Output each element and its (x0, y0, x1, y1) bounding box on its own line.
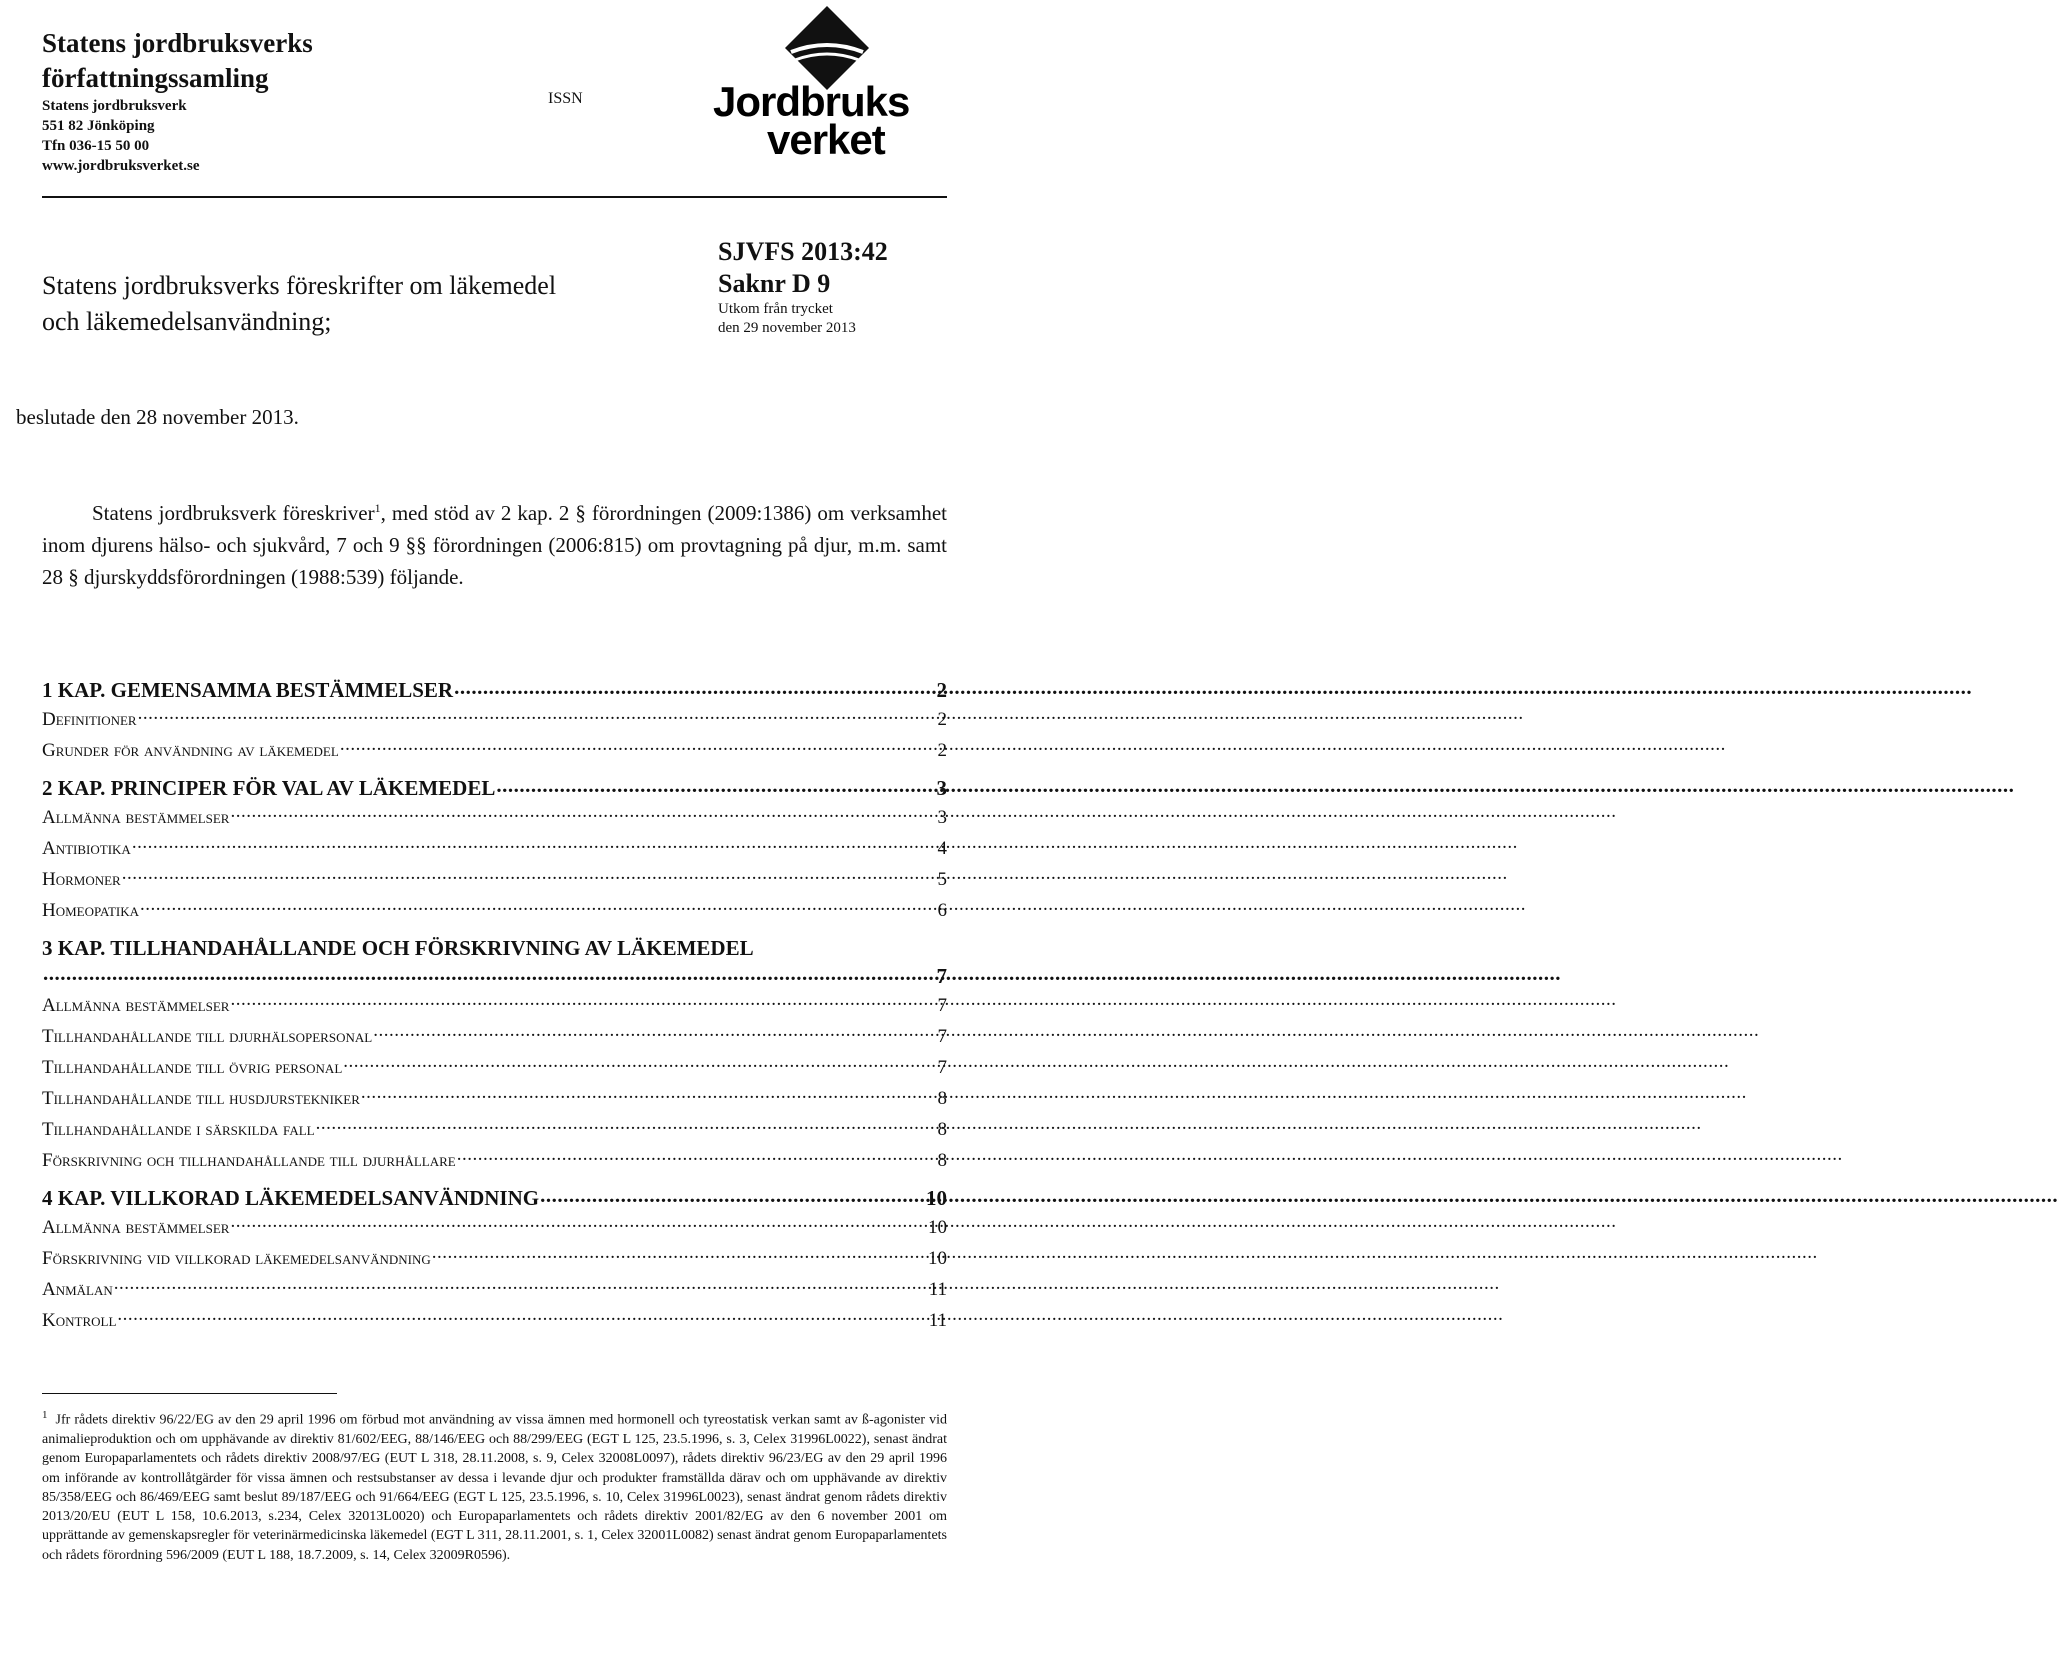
toc-page: 10 (928, 1248, 947, 1269)
toc-page: 10 (926, 1186, 947, 1210)
regulation-meta (718, 236, 948, 338)
intro-paragraph (42, 492, 947, 593)
toc-leader (343, 1054, 936, 1073)
toc-leader (540, 1184, 925, 1205)
sjvfs-code: SJVFS 2013:42 (718, 237, 888, 266)
toc-page: 7 (937, 1057, 947, 1078)
toc-leader (457, 1147, 937, 1166)
toc-leader (117, 1307, 927, 1326)
toc-leader (114, 1276, 928, 1295)
toc-leader (316, 1116, 937, 1135)
footnote-reference[interactable]: 1 (374, 501, 381, 515)
toc-page: 5 (937, 869, 947, 890)
toc-leader (361, 1085, 937, 1104)
collection-title-line1: Statens jordbruksverks (42, 28, 313, 58)
publisher-address: 551 82 Jönköping (42, 118, 155, 134)
decided-date: beslutade den 28 november 2013. (16, 405, 299, 429)
toc-label: Tillhandahållande till husdjurstekniker (42, 1088, 360, 1109)
toc-leader (230, 1214, 927, 1233)
table-of-contents (42, 668, 947, 1336)
logo-text-line1: Jordbruks (713, 78, 910, 125)
toc-leader (230, 804, 936, 823)
toc-section[interactable] (42, 895, 947, 926)
regulation-title (42, 268, 682, 340)
toc-label: Allmänna bestämmelser (42, 995, 230, 1016)
publisher-block (42, 26, 462, 176)
toc-page: 11 (928, 1310, 947, 1331)
intro-text-start: Statens jordbruksverk föreskriver (92, 501, 375, 525)
toc-page: 6 (937, 900, 947, 921)
toc-leader (132, 835, 937, 854)
toc-section[interactable] (42, 1305, 947, 1336)
toc-page: 10 (928, 1217, 947, 1238)
publisher-phone: Tfn 036-15 50 00 (42, 138, 150, 154)
toc-label: Allmänna bestämmelser (42, 807, 230, 828)
toc-label: Hormoner (42, 869, 121, 890)
toc-page: 4 (937, 838, 947, 859)
toc-leader (138, 706, 937, 725)
toc-label: Grunder för användning av läkemedel (42, 740, 339, 761)
toc-leader (43, 962, 936, 983)
toc-label: Definitioner (42, 709, 137, 730)
toc-page: 11 (928, 1279, 947, 1300)
toc-leader (454, 676, 935, 697)
footnote (42, 1406, 947, 1565)
toc-label: Kontroll (42, 1310, 117, 1331)
toc-label: Tillhandahållande till djurhälsopersonal (42, 1026, 373, 1047)
published-label: Utkom från trycket (718, 301, 833, 317)
toc-label: 1 KAP. GEMENSAMMA BESTÄMMELSER (42, 678, 454, 702)
saknr: Saknr D 9 (718, 269, 831, 298)
toc-page: 7 (937, 995, 947, 1016)
toc-section[interactable] (42, 1145, 947, 1176)
toc-leader (496, 774, 935, 795)
toc-leader (122, 866, 937, 885)
toc-label: 4 KAP. VILLKORAD LÄKEMEDELSANVÄNDNING (42, 1186, 540, 1210)
toc-label: Förskrivning vid villkorad läkemedelsanvändning (42, 1248, 431, 1269)
toc-label: Tillhandahållande till övrig personal (42, 1057, 343, 1078)
toc-chapter-3[interactable] (42, 934, 947, 990)
toc-label: Förskrivning och tillhandahållande till djurhållare (42, 1150, 456, 1171)
footnote-rule (42, 1393, 337, 1394)
logo-diamond-icon (713, 2, 947, 163)
footnote-number: 1 (42, 1409, 48, 1421)
toc-section[interactable] (42, 735, 947, 766)
toc-label: Anmälan (42, 1279, 113, 1300)
toc-leader (373, 1023, 936, 1042)
published-date: den 29 november 2013 (718, 320, 856, 336)
logo-text-line2: verket (767, 116, 885, 163)
jordbruksverket-logo (713, 2, 947, 163)
footnote-text: Jfr rådets direktiv 96/22/EG av den 29 april 1996 om förbud mot användning av vissa ämnen med hormonell och tyreostatisk verkan samt av ß-agonister vid animalieproduktion och om upphävande av direktiv 81/602/EEG, 88/146/EEG och 88/299/EEG (EGT L 125, 23.5.1996, s. 3, Celex 31996L0022), senast ändrat genom Europaparlamentets och rådets direktiv 2008/97/EG (EUT L 318, 28.11.2008, s. 9, Celex 32008L0097), rådets direktiv 96/23/EG av den 29 april 1996 om införande av kontrollåtgärder för vissa ämnen och restsubstanser av dessa i levande djur och produkter framställda därav och om upphävande av direktiv 85/358/EEG och 86/469/EEG samt beslut 89/187/EEG och 91/664/EEG (EGT L 125, 23.5.1996, s. 10, Celex 31996L0023), senast ändrat genom rådets direktiv 2013/20/EU (EUT L 158, 10.6.2013, s.234, Celex 32013L0020) och Europaparlamentets och rådets direktiv 2001/82/EG av den 6 november 2001 om upprättande av gemenskapsregler för veterinärmedicinska läkemedel (EGT L 311, 28.11.2001, s. 1, Celex 32001L0082) senast ändrat genom Europaparlamentets och rådets förordning 596/2009 (EUT L 188, 18.7.2009, s. 14, Celex 32009R0596). (42, 1412, 947, 1563)
toc-page: 2 (937, 740, 947, 761)
toc-label: Homeopatika (42, 900, 140, 921)
toc-page: 3 (936, 776, 947, 800)
intro-text-rest: , med stöd av 2 kap. 2 § förordningen (2009:1386) om verksamhet inom djurens hälso- och sjukvård, 7 och 9 §§ förordningen (2006:815) om provtagning på djur, m.m. samt 28 § djurskyddsförordningen (1988:539) följande. (42, 501, 947, 589)
toc-label: Allmänna bestämmelser (42, 1217, 230, 1238)
publisher-website[interactable]: www.jordbruksverket.se (42, 158, 200, 174)
toc-page: 8 (937, 1119, 947, 1140)
toc-label: 3 KAP. TILLHANDAHÅLLANDE OCH FÖRSKRIVNING AV LÄKEMEDEL (42, 936, 754, 960)
toc-page: 2 (936, 678, 947, 702)
toc-leader (432, 1245, 927, 1264)
publisher-name: Statens jordbruksverk (42, 98, 187, 114)
toc-page: 8 (937, 1088, 947, 1109)
toc-leader (140, 897, 936, 916)
issn-label: ISSN (548, 90, 583, 107)
toc-page: 3 (937, 807, 947, 828)
toc-leader (340, 737, 937, 756)
collection-title (42, 26, 462, 96)
collection-title-line2: författningssamling (42, 63, 269, 93)
toc-leader (230, 992, 936, 1011)
toc-label: Tillhandahållande i särskilda fall (42, 1119, 315, 1140)
toc-page: 2 (937, 709, 947, 730)
toc-label: 2 KAP. PRINCIPER FÖR VAL AV LÄKEMEDEL (42, 776, 496, 800)
toc-page: 8 (937, 1150, 947, 1171)
regulation-title-line1: Statens jordbruksverks föreskrifter om läkemedel (42, 271, 557, 300)
toc-page: 7 (936, 964, 947, 988)
header-rule (42, 196, 947, 198)
toc-label: Antibiotika (42, 838, 131, 859)
regulation-title-line2: och läkemedelsanvändning; (42, 307, 332, 336)
toc-page: 7 (937, 1026, 947, 1047)
